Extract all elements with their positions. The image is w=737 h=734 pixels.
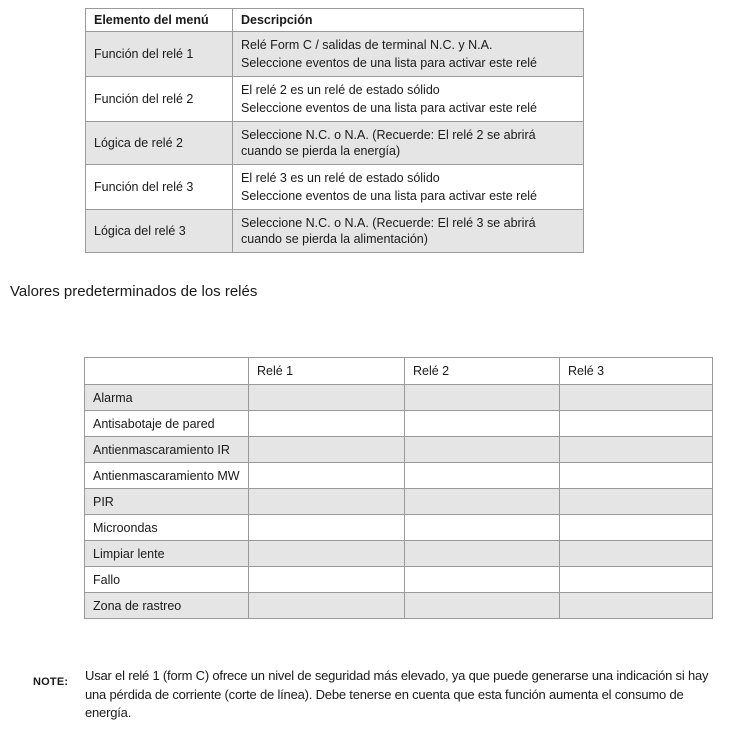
defaults-value-cell [249, 463, 405, 489]
table-row [86, 210, 584, 253]
defaults-header-empty [85, 358, 249, 385]
defaults-value-cell [405, 385, 560, 411]
defaults-row-label: Zona de rastreo [85, 593, 249, 619]
defaults-value-cell [560, 593, 713, 619]
table-row [85, 515, 713, 541]
defaults-value-cell [560, 411, 713, 437]
menu-desc-cell [233, 210, 584, 253]
desc-line: Seleccione N.C. o N.A. (Recuerde: El relé 2 se abrirá cuando se pierda la energía) [241, 128, 536, 158]
table-row [86, 122, 584, 165]
desc-line: Relé Form C / salidas de terminal N.C. y N.A. [241, 38, 493, 52]
defaults-value-cell [249, 385, 405, 411]
defaults-value-cell [405, 515, 560, 541]
defaults-value-cell [560, 541, 713, 567]
defaults-value-cell [560, 515, 713, 541]
menu-desc-cell [233, 32, 584, 77]
table-row [86, 32, 584, 77]
note-label: NOTE: [33, 676, 69, 688]
defaults-header-rele3: Relé 3 [560, 358, 713, 385]
table-row [85, 411, 713, 437]
relay-menu-table [85, 8, 584, 253]
defaults-value-cell [405, 567, 560, 593]
table-row [85, 385, 713, 411]
desc-line: El relé 2 es un relé de estado sólido [241, 83, 440, 97]
defaults-value-cell [405, 463, 560, 489]
defaults-value-cell [249, 437, 405, 463]
defaults-header-rele1: Relé 1 [249, 358, 405, 385]
table-header-row [86, 9, 584, 32]
menu-item-cell: Lógica del relé 3 [86, 210, 233, 253]
defaults-row-label: Alarma [85, 385, 249, 411]
defaults-row-label: Antisabotaje de pared [85, 411, 249, 437]
table-row [85, 489, 713, 515]
menu-item-cell: Función del relé 3 [86, 165, 233, 210]
menu-desc-cell [233, 77, 584, 122]
relay-defaults-table [84, 357, 713, 619]
menu-desc-cell [233, 165, 584, 210]
defaults-row-label: Antienmascaramiento MW [85, 463, 249, 489]
defaults-value-cell [405, 489, 560, 515]
table-row [85, 567, 713, 593]
defaults-value-cell [405, 437, 560, 463]
table-row [85, 463, 713, 489]
table-row [85, 593, 713, 619]
menu-item-cell: Función del relé 2 [86, 77, 233, 122]
defaults-row-label: Fallo [85, 567, 249, 593]
menu-table-header-desc: Descripción [233, 9, 584, 32]
desc-line: Seleccione N.C. o N.A. (Recuerde: El relé 3 se abrirá cuando se pierda la alimentación) [241, 216, 536, 246]
defaults-value-cell [405, 593, 560, 619]
menu-item-cell: Función del relé 1 [86, 32, 233, 77]
defaults-value-cell [560, 437, 713, 463]
desc-line: Seleccione eventos de una lista para activar este relé [241, 101, 538, 115]
desc-line: Seleccione eventos de una lista para activar este relé [241, 56, 538, 70]
defaults-value-cell [249, 515, 405, 541]
defaults-value-cell [249, 489, 405, 515]
table-row [85, 437, 713, 463]
desc-line: Seleccione eventos de una lista para activar este relé [241, 189, 538, 203]
defaults-value-cell [560, 385, 713, 411]
table-row [86, 165, 584, 210]
defaults-value-cell [405, 411, 560, 437]
defaults-row-label: Microondas [85, 515, 249, 541]
note-text: Usar el relé 1 (form C) ofrece un nivel de seguridad más elevado, ya que puede generarse una indicación si hay una pérdida de corriente (corte de línea). Debe tenerse en cuenta que esta función aumenta el consumo de energía. [85, 668, 709, 720]
defaults-row-label: Limpiar lente [85, 541, 249, 567]
menu-table-header-item: Elemento del menú [86, 9, 233, 32]
desc-line: El relé 3 es un relé de estado sólido [241, 171, 440, 185]
defaults-value-cell [249, 567, 405, 593]
table-header-row [85, 358, 713, 385]
defaults-value-cell [405, 541, 560, 567]
menu-desc-cell [233, 122, 584, 165]
defaults-row-label: Antienmascaramiento IR [85, 437, 249, 463]
defaults-value-cell [249, 411, 405, 437]
defaults-value-cell [560, 463, 713, 489]
defaults-value-cell [560, 489, 713, 515]
menu-item-cell: Lógica de relé 2 [86, 122, 233, 165]
section-title: Valores predeterminados de los relés [10, 283, 258, 300]
table-row [85, 541, 713, 567]
defaults-value-cell [249, 541, 405, 567]
defaults-row-label: PIR [85, 489, 249, 515]
defaults-value-cell [249, 593, 405, 619]
defaults-header-rele2: Relé 2 [405, 358, 560, 385]
table-row [86, 77, 584, 122]
defaults-value-cell [560, 567, 713, 593]
